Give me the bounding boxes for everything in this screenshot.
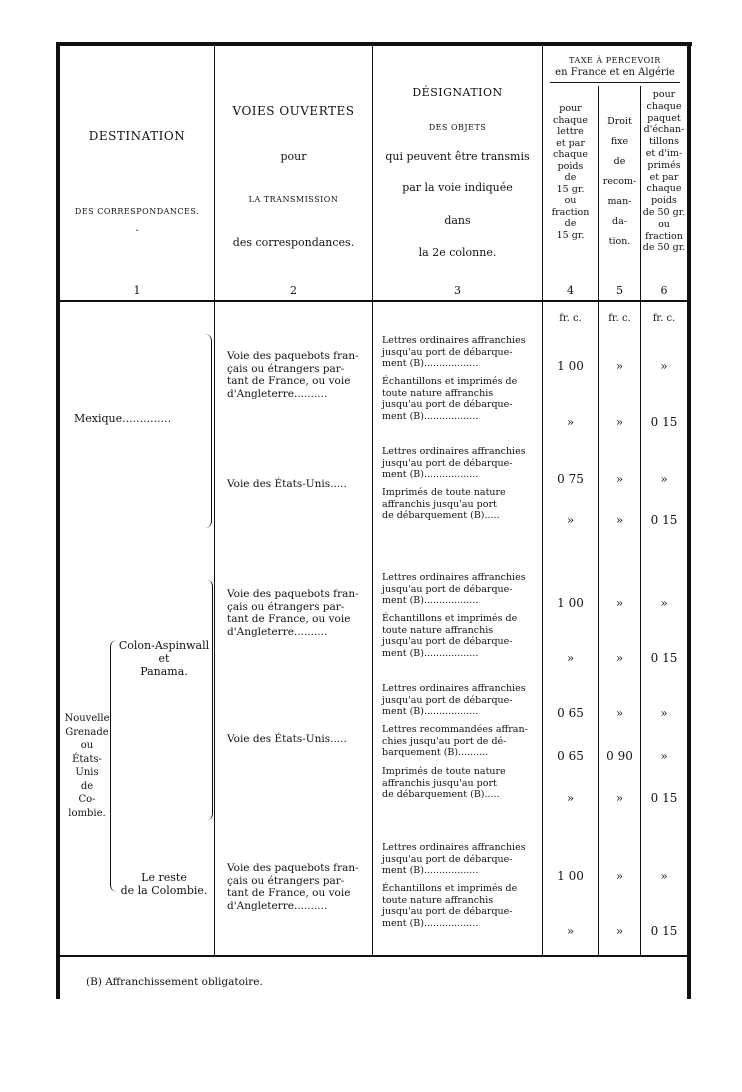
designation-row-11: Échantillons et imprimés de toute nature affranchis jusqu'au port de débarque- ment (B).................. [382,883,518,929]
header-voies-line: des correspondances. [232,236,355,249]
row-8-col5: 0 90 [606,749,633,763]
row-9-col4: » [566,791,575,805]
footer-rule [60,955,687,957]
voie-row-2: Voie des États-Unis..... [227,478,347,490]
row-5-col4: 1 00 [557,596,584,610]
row-5-col5: » [615,596,624,610]
header-col4-text: pour chaque lettre et par chaque poids de 15 gr. ou fraction de 15 gr. [551,103,590,241]
header-destination-title: DESTINATION [88,129,186,143]
row-7-col4: 0 65 [557,706,584,720]
unit-col4: fr. c. [559,313,582,324]
brace-mexique [205,334,212,528]
row-11-col5: » [615,924,624,938]
row-10-col6: » [660,869,668,883]
header-designation-sub: DES OBJETS [428,123,487,132]
header-designation-l4: la 2e colonne. [418,246,497,259]
row-6-col4: » [566,651,575,665]
designation-row-4: Imprimés de toute nature affranchis jusqu'au port de débarquement (B)..... [382,487,506,521]
header-designation-l1: qui peuvent être transmis [385,150,530,163]
header-taxe-l1: TAXE À PERCEVOIR [569,56,661,65]
voie-row-1: Voie des paquebots fran- çais ou étrangers par- tant de France, ou voie d'Angleterre.......... [227,350,359,400]
row-8-col6: » [660,749,668,763]
designation-row-9: Imprimés de toute nature affranchis jusqu'au port de débarquement (B)..... [382,766,506,800]
row-8-col4: 0 65 [557,749,584,763]
row-7-col6: » [660,706,668,720]
header-voies-pour: pour [280,150,307,163]
designation-row-7: Lettres ordinaires affranchies jusqu'au port de débarque- ment (B).................. [382,683,526,717]
header-destination-sub: DES CORRESPONDANCES. [74,207,200,216]
designation-row-6: Échantillons et imprimés de toute nature affranchis jusqu'au port de débarque- ment (B).................. [382,613,518,659]
header-rule [60,300,687,302]
row-2-col6: 0 15 [650,415,678,429]
header-col6-number: 6 [660,284,668,297]
destination-mexique: Mexique.............. [74,412,172,425]
frame-left-thick [56,44,60,999]
footnote: (B) Affranchissement obligatoire. [86,976,263,988]
row-5-col6: » [660,596,668,610]
designation-row-1: Lettres ordinaires affranchies jusqu'au port de débarque- ment (B).................. [382,335,526,369]
header-destination-mark: · [135,224,139,237]
header-col4-number: 4 [567,284,574,297]
header-col3-number: 3 [454,284,461,297]
row-9-col5: » [615,791,624,805]
row-10-col5: » [615,869,624,883]
row-10-col4: 1 00 [557,869,584,883]
header-designation-l2: par la voie indiquée [402,181,513,194]
header-designation-title: DÉSIGNATION [412,86,503,99]
designation-row-5: Lettres ordinaires affranchies jusqu'au port de débarque- ment (B).................. [382,572,526,606]
destination-reste-colombie: Le reste de la Colombie. [120,871,208,897]
designation-row-8: Lettres recommandées affran- chies jusqu'au port de dé- barquement (B).......... [382,724,528,758]
row-1-col6: » [660,359,668,373]
designation-row-2: Échantillons et imprimés de toute nature affranchis jusqu'au port de débarque- ment (B).................. [382,376,518,422]
row-2-col4: » [566,415,575,429]
header-col6-text: pour chaque paquet d'échan- tillons et d'im- primés et par chaque poids de 50 gr. ou fraction de 50 gr. [642,89,686,254]
designation-row-3: Lettres ordinaires affranchies jusqu'au port de débarque- ment (B).................. [382,446,526,480]
row-4-col6: 0 15 [650,513,678,527]
designation-row-10: Lettres ordinaires affranchies jusqu'au port de débarque- ment (B).................. [382,842,526,876]
destination-colon-panama: Colon-Aspinwall et Panama. [118,639,210,678]
row-4-col4: » [566,513,575,527]
frame-right-thick [687,44,691,999]
col-divider-3 [542,46,543,955]
row-1-col5: » [615,359,624,373]
header-col5-text: Droit fixe de recom- man- da- tion. [602,116,637,247]
header-col2-number: 2 [290,284,297,297]
header-col1-number: 1 [133,284,141,297]
voie-row-5: Voie des paquebots fran- çais ou étrangers par- tant de France, ou voie d'Angleterre.......... [227,862,359,912]
row-4-col5: » [615,513,624,527]
header-taxe-l2: en France et en Algérie [555,67,675,78]
taxe-rule [550,82,680,83]
unit-col5: fr. c. [608,313,631,324]
header-voies-title: VOIES OUVERTES [232,104,355,118]
row-7-col5: » [615,706,624,720]
row-11-col4: » [566,924,575,938]
destination-nouvelle-grenade: Nouvelle Grenade ou États- Unis de Co- lombie. [64,713,110,819]
row-3-col5: » [615,472,624,486]
row-3-col4: 0 75 [557,472,584,486]
row-11-col6: 0 15 [650,924,678,938]
row-1-col4: 1 00 [557,359,584,373]
col-divider-2 [372,46,373,955]
row-6-col5: » [615,651,624,665]
voie-row-4: Voie des États-Unis..... [227,733,347,745]
frame-top-thick [56,42,692,46]
header-voies-sub: LA TRANSMISSION [248,195,339,204]
unit-col6: fr. c. [652,313,676,324]
brace-nouvelle-grenade [110,640,117,892]
header-designation-l3: dans [444,214,471,227]
row-9-col6: 0 15 [650,791,678,805]
brace-colon [207,580,213,820]
voie-row-3: Voie des paquebots fran- çais ou étrangers par- tant de France, ou voie d'Angleterre.......... [227,588,359,638]
col-divider-4 [598,86,599,955]
row-2-col5: » [615,415,624,429]
col-divider-1 [214,46,215,955]
header-col5-number: 5 [616,284,623,297]
row-3-col6: » [660,472,668,486]
row-6-col6: 0 15 [650,651,678,665]
